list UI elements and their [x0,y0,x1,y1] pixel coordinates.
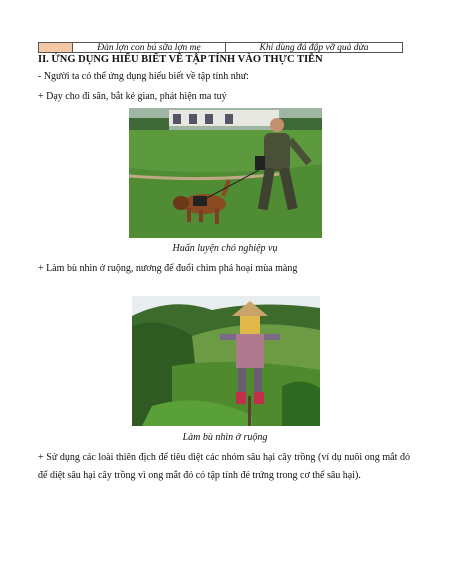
table-cell-monkey: Khỉ dùng đá đập vỡ quả dừa [259,43,369,52]
section-heading: II. ỨNG DỤNG HIỂU BIẾT VỀ TẬP TÍNH VÀO THỰC TIỄN [38,54,323,65]
photo2-caption: Làm bù nhìn ở ruộng [182,432,268,443]
intro-text: - Người ta có thể ứng dụng hiểu biết về tập tính như: [38,71,249,82]
item-hunting-text: + Dạy cho đi săn, bắt kẻ gian, phát hiện ma tuý [38,91,227,102]
table-row [38,42,403,53]
photo1-caption: Huấn luyện chó nghiệp vụ [172,243,278,254]
scarecrow-photo [132,296,320,426]
table-cell-empty [39,43,73,52]
table-cell-piglets: Đàn lợn con bú sữa lợn mẹ [73,43,226,52]
police-dog-photo [129,108,322,238]
item-natural-enemies-text: + Sử dụng các loài thiên địch để tiêu diệt các nhóm sâu hại cây trồng (ví dụ nuôi ong mắt đỏ để diệt sâu hại cây trồng vì ong mắt đỏ có tập tính đẻ trứng trong cơ thể sâu hại). [38,452,410,481]
item-scarecrow-text: + Làm bù nhìn ở ruộng, nương để đuổi chim phá hoại mùa màng [38,263,298,274]
